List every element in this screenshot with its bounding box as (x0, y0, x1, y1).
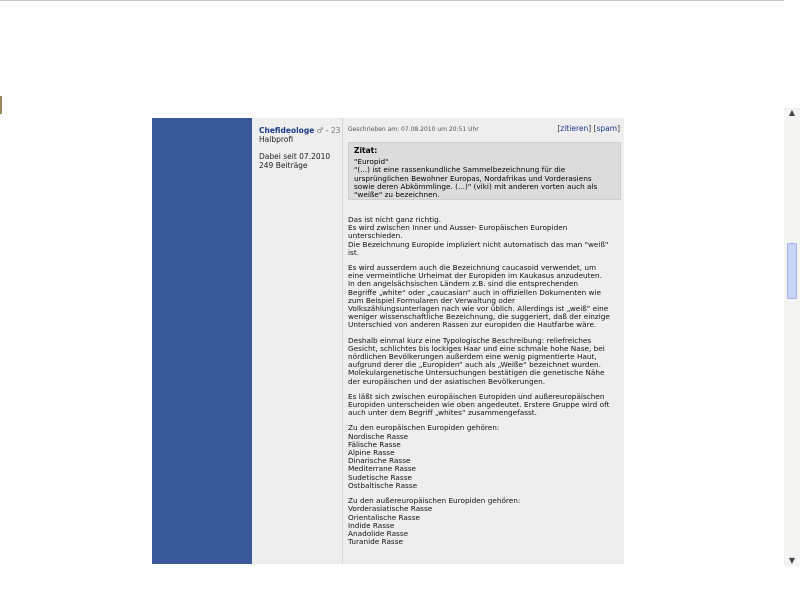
post-line: Zu den außereuropäischen Europiden gehören: (348, 496, 521, 506)
post-count: 249 Beiträge (259, 161, 308, 170)
post-line: In den angelsächsischen Ländern z.B. sind die entsprechenden (348, 279, 579, 289)
quote-line: "weiße" zu bezeichnen. (354, 190, 440, 200)
author-age: - 23 (325, 126, 341, 135)
post-body (348, 216, 624, 553)
post-line: Deshalb einmal kurz eine Typologische Beschreibung: reliefreiches (348, 335, 592, 345)
post-line: unterschieden. (348, 231, 403, 241)
post-line: Volkszählungsunterlagen nach wie vor üblich. Allerdings ist „weiß“ eine (348, 304, 609, 314)
post-line: Dinarische Rasse (348, 456, 411, 466)
post-line: auch unter dem Begriff „whites“ zusammengefasst. (348, 408, 537, 418)
post-line: Es wird zwischen Inner und Ausser- Europäischen Europiden (348, 223, 568, 233)
window-top-border (0, 0, 784, 1)
left-sidebar-band (152, 118, 252, 564)
post-line: Begriffe „white“ oder „caucasian“ auch in offiziellen Dokumenten wie (348, 287, 601, 297)
post-timestamp: Geschrieben am: 07.08.2010 um 20:51 Uhr (348, 126, 479, 133)
post-paragraph (348, 497, 624, 546)
post-line: Es wird ausserdem auch die Bezeichnung caucasoid verwendet, um (348, 263, 597, 273)
member-since: Dabei seit 07.2010 (259, 152, 331, 161)
post-line: nördlichen Bevölkerungen außerdem eine wenig pigmentierte Haut, (348, 352, 597, 362)
post-line: Orientalische Rasse (348, 512, 420, 522)
post-line: Turanide Rasse (348, 537, 404, 547)
quote-text (354, 158, 615, 199)
post-line: Es läßt sich zwischen europäischen Europiden und außereuropäischen (348, 391, 605, 401)
post-line: Vorderasiatische Rasse (348, 504, 433, 514)
post-line: Die Bezeichnung Europide impliziert nicht automatisch das man "weiß" (348, 239, 609, 249)
spam-link[interactable]: spam (596, 124, 618, 133)
quote-line: sowie deren Abkömmlinge. (...)" (viki) mit anderen vorten auch als (354, 181, 598, 191)
post-line: Anadolide Rasse (348, 528, 409, 538)
post-line: Europiden unterscheiden wie oben angedeutet. Erstere Gruppe wird oft (348, 400, 610, 410)
post-line: Alpine Rasse (348, 448, 395, 458)
post-line: Nordische Rasse (348, 431, 409, 441)
quote-line: "Europid" (354, 157, 389, 166)
post-actions: [zitieren] [spam] (557, 124, 620, 133)
scrollbar-thumb[interactable] (787, 243, 797, 299)
post-line: Zu den europäischen Europiden gehören: (348, 423, 500, 433)
quote-link[interactable]: zitieren (560, 124, 589, 133)
author-username-link[interactable]: Chefideologe (259, 126, 315, 135)
post-line: Molekulargenetische Untersuchungen bestätigen die genetische Nähe (348, 368, 605, 378)
post-line: Mediterrane Rasse (348, 464, 417, 474)
post-line: Ostbaltische Rasse (348, 480, 418, 490)
post-line: weniger wissenschaftliche Bezeichnung, die suggeriert, daß der einzige (348, 312, 610, 322)
post-paragraph (348, 216, 624, 257)
vertical-scrollbar[interactable] (784, 108, 800, 566)
quote-line: ursprünglichen Bewohner Europas, Nordafrikas und Vorderasiens (354, 173, 592, 183)
post-paragraph (348, 393, 624, 418)
post-line: Indide Rasse (348, 520, 395, 530)
male-gender-icon: ♂ (316, 126, 324, 135)
quote-line: "(...) ist eine rassenkundliche Sammelbezeichnung für die (354, 165, 566, 175)
scroll-up-icon[interactable]: ▲ (788, 108, 796, 117)
author-name-row (259, 126, 340, 135)
post-line: ist. (348, 247, 360, 257)
post-line: der europäischen und der asiatischen Bevölkerungen. (348, 376, 546, 386)
post-line: Sudetische Rasse (348, 472, 412, 482)
left-edge-marker (0, 96, 2, 114)
post-line: Unterschied von anderen Rassen zur europiden die Hautfarbe wäre. (348, 320, 597, 330)
post-paragraph (348, 424, 624, 490)
post-line: aufgrund derer die „Europiden“ auch als „Weiße“ bezeichnet wurden. (348, 360, 601, 370)
author-rank: Halbprofi (259, 135, 294, 144)
post-line: zum Beispiel Formularen der Verwaltung oder (348, 295, 515, 305)
post-line: Das ist nicht ganz richtig. (348, 215, 442, 224)
scroll-down-icon[interactable]: ▼ (788, 556, 796, 565)
quote-box (348, 142, 621, 200)
quote-title: Zitat: (354, 146, 378, 155)
post-line: Gesicht, schlichtes bis lockiges Haar und eine schmale hohe Nase, bei (348, 343, 605, 353)
post-line: eine vermeintliche Urheimat der Europiden im Kaukasus anzudeuten. (348, 271, 602, 281)
post-paragraph (348, 264, 624, 330)
post-paragraph (348, 337, 624, 386)
forum-post (343, 118, 624, 564)
post-line: Fälische Rasse (348, 439, 401, 449)
author-profile-panel (252, 118, 343, 564)
